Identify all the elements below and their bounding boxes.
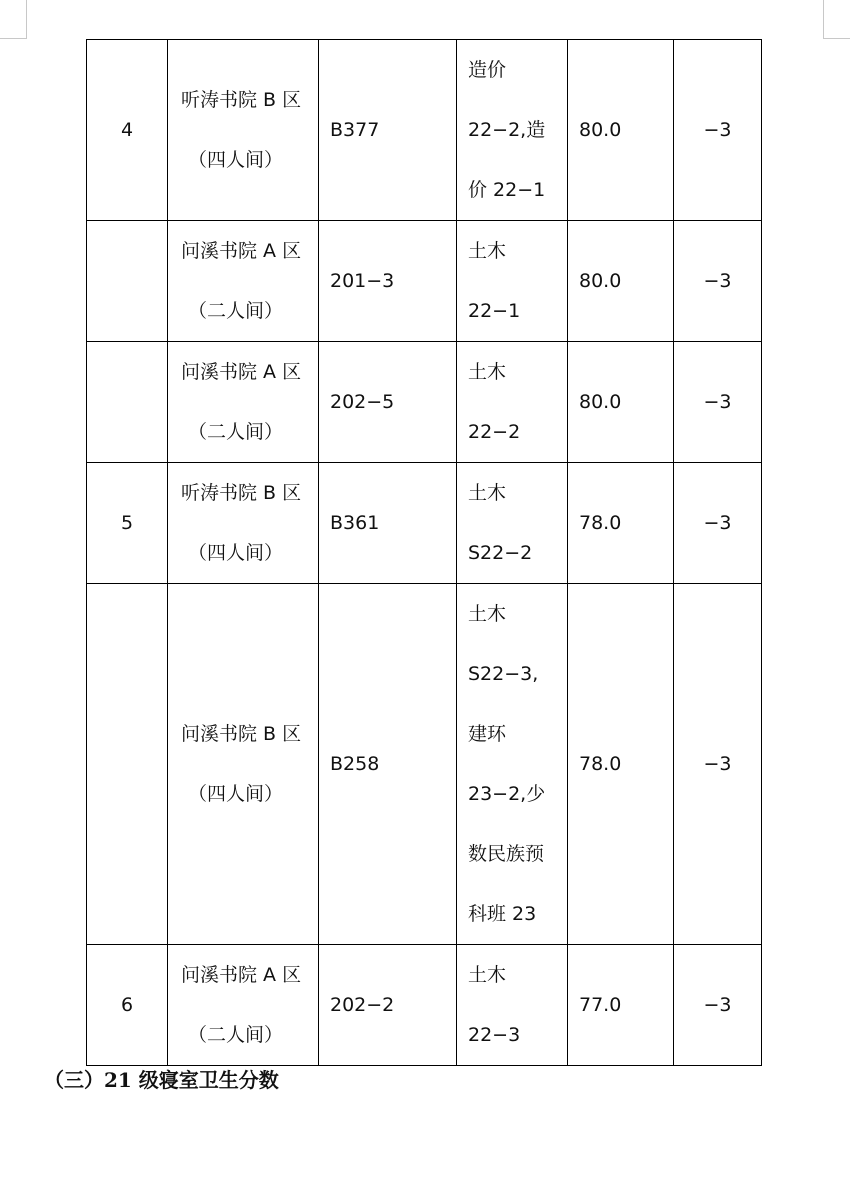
rank-cell: [87, 584, 168, 945]
deduction-cell: −3: [674, 221, 762, 342]
room-number-cell: B258: [319, 584, 457, 945]
building-cell: [168, 40, 319, 221]
deduction-cell: −3: [674, 463, 762, 584]
room-number-cell: B377: [319, 40, 457, 221]
building-cell: [168, 221, 319, 342]
room-number-cell: 201−3: [319, 221, 457, 342]
dorm-hygiene-score-table: [86, 39, 762, 1066]
building-name: 听涛书院 B 区: [181, 89, 302, 111]
class-line: 土木: [468, 482, 507, 504]
rank-cell: [87, 342, 168, 463]
room-type: （二人间）: [188, 421, 284, 443]
class-line: 22−2,造: [468, 119, 546, 141]
class-line: 土木: [468, 240, 507, 262]
class-line: 22−2: [468, 421, 521, 443]
class-cell: [457, 584, 568, 945]
building-name: 问溪书院 A 区: [181, 361, 302, 383]
score-cell: 80.0: [568, 221, 674, 342]
class-line: 土木: [468, 603, 507, 625]
page-corner-mark-left: [0, 0, 27, 39]
rank-cell: 6: [87, 945, 168, 1066]
room-number-cell: 202−2: [319, 945, 457, 1066]
room-type: （四人间）: [188, 783, 284, 805]
table-row: [87, 584, 762, 945]
class-cell: [457, 40, 568, 221]
class-cell: [457, 463, 568, 584]
class-line: 22−1: [468, 300, 521, 322]
deduction-cell: −3: [674, 945, 762, 1066]
building-cell: [168, 342, 319, 463]
building-name: 问溪书院 A 区: [181, 240, 302, 262]
class-line: 22−3: [468, 1024, 521, 1046]
class-line: 土木: [468, 361, 507, 383]
building-cell: [168, 584, 319, 945]
table-row: [87, 40, 762, 221]
room-type: （四人间）: [188, 542, 284, 564]
room-type: （四人间）: [188, 149, 284, 171]
page-corner-mark-right: [823, 0, 850, 39]
score-cell: 77.0: [568, 945, 674, 1066]
table-row: [87, 945, 762, 1066]
room-type: （二人间）: [188, 300, 284, 322]
class-line: 造价: [468, 59, 507, 81]
class-line: 23−2,少: [468, 783, 546, 805]
rank-cell: [87, 221, 168, 342]
table-row: [87, 342, 762, 463]
class-line: 数民族预: [468, 843, 545, 865]
deduction-cell: −3: [674, 40, 762, 221]
class-cell: [457, 945, 568, 1066]
class-line: S22−3,: [468, 663, 539, 685]
rank-cell: 5: [87, 463, 168, 584]
class-cell: [457, 342, 568, 463]
score-cell: 78.0: [568, 584, 674, 945]
class-line: 价 22−1: [468, 179, 546, 201]
room-number-cell: 202−5: [319, 342, 457, 463]
building-name: 问溪书院 B 区: [181, 723, 302, 745]
score-cell: 80.0: [568, 342, 674, 463]
deduction-cell: −3: [674, 584, 762, 945]
room-number-cell: B361: [319, 463, 457, 584]
class-line: 建环: [468, 723, 507, 745]
rank-cell: 4: [87, 40, 168, 221]
building-name: 问溪书院 A 区: [181, 964, 302, 986]
section-heading: （三）21 级寝室卫生分数: [44, 1068, 279, 1092]
building-cell: [168, 463, 319, 584]
table-row: [87, 221, 762, 342]
class-line: S22−2: [468, 542, 533, 564]
class-line: 科班 23: [468, 903, 537, 925]
room-type: （二人间）: [188, 1024, 284, 1046]
deduction-cell: −3: [674, 342, 762, 463]
building-name: 听涛书院 B 区: [181, 482, 302, 504]
score-cell: 78.0: [568, 463, 674, 584]
class-cell: [457, 221, 568, 342]
building-cell: [168, 945, 319, 1066]
class-line: 土木: [468, 964, 507, 986]
score-cell: 80.0: [568, 40, 674, 221]
table-body: [87, 40, 762, 1066]
table-row: [87, 463, 762, 584]
